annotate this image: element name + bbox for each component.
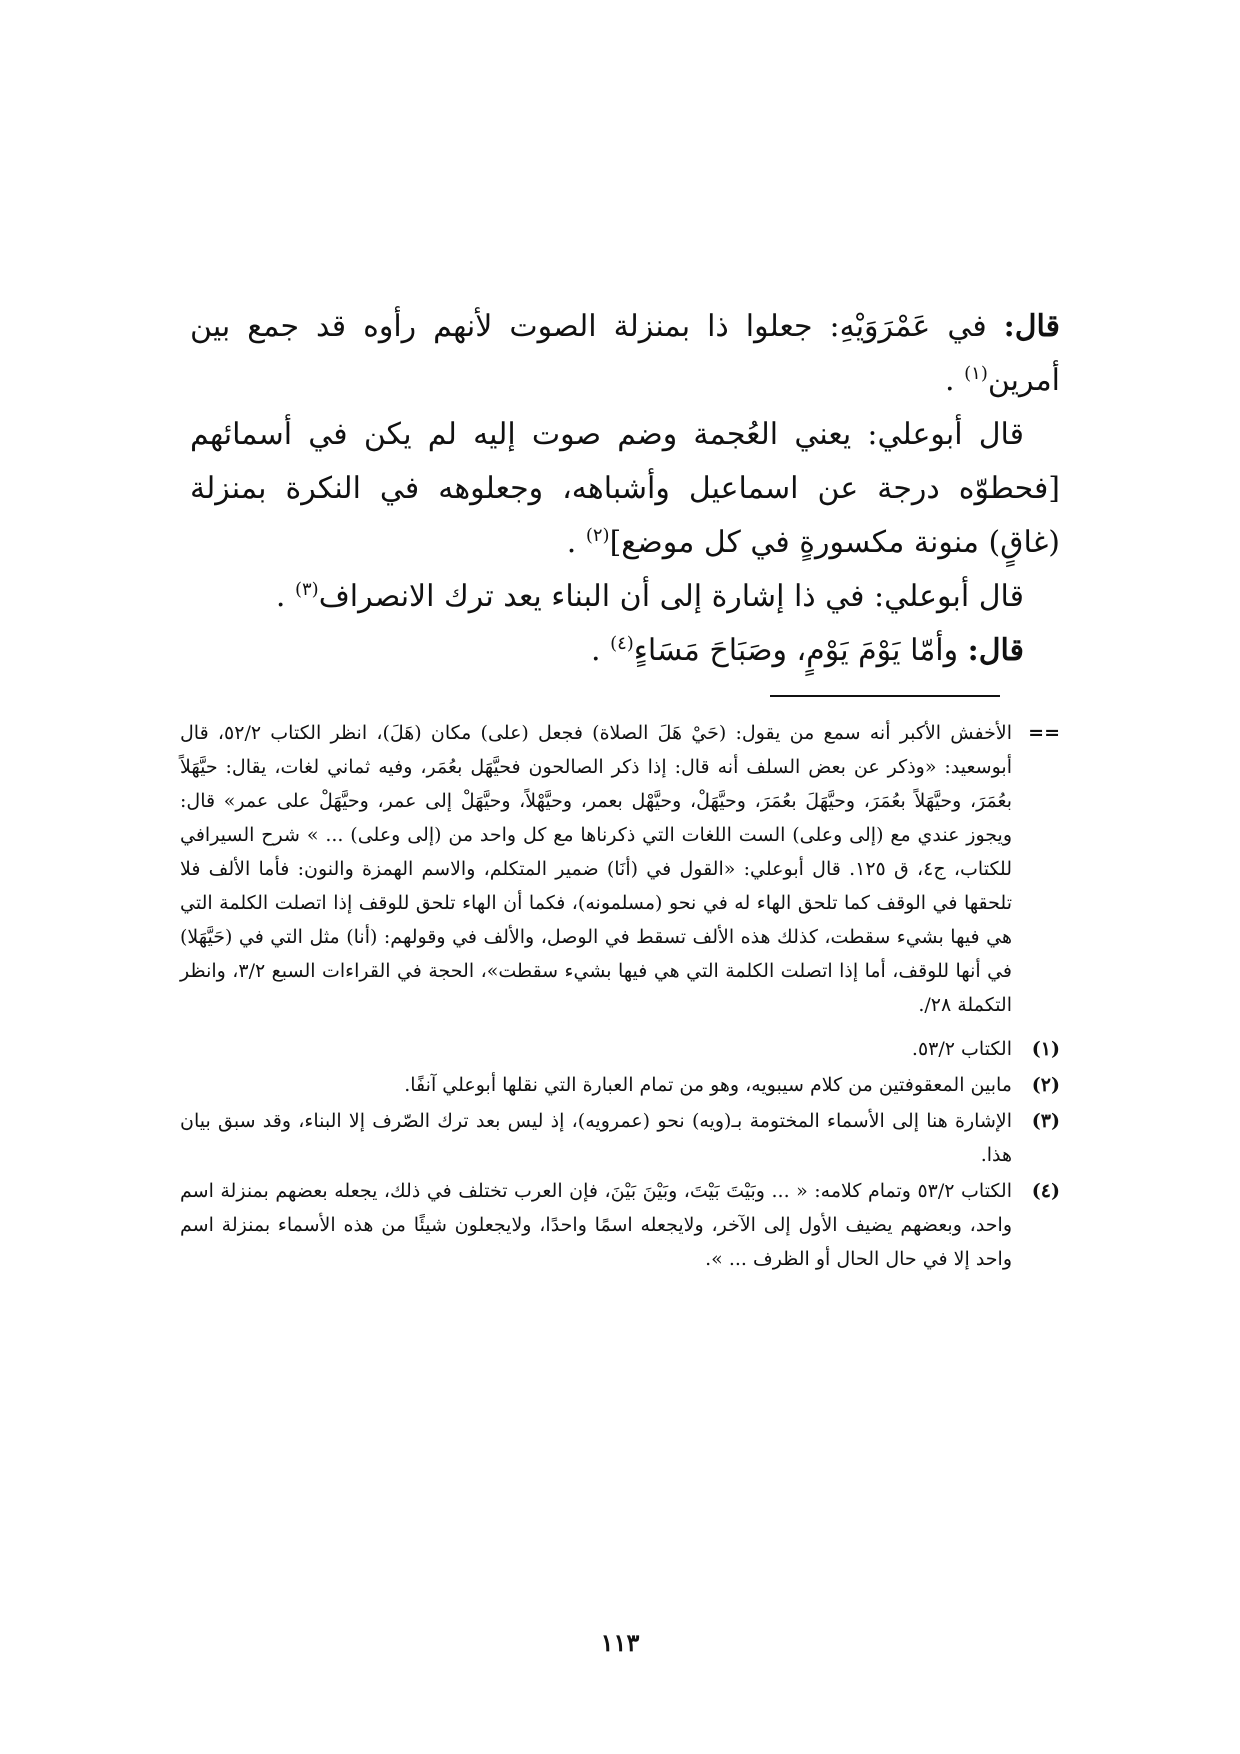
paragraph-4-text: وأمّا يَوْمَ يَوْمٍ، وصَبَاحَ مَسَاءٍ — [633, 633, 968, 668]
footnote-separator — [770, 695, 1000, 697]
footnote-marker: (٢) — [1031, 1074, 1060, 1096]
footnote-ref-3[interactable]: (٣) — [294, 579, 319, 600]
paragraph-1-lead: قال: — [1003, 309, 1060, 344]
paragraph-4-end: . — [590, 633, 611, 668]
footnote-text: الكتاب ٥٣/٢ وتمام كلامه: « ... وبَيْتَ بَيْتَ، وبَيْنَ بَيْنَ، فإن العرب تختلف في ذلك، يجعله بعضهم بمنزلة اسم واحد، وبعضهم يضيف الأول إلى الآخر، ولايجعله اسمًا واحدًا، ولايجعلون شيئًا من هذه الأسماء بمنزلة اسم واحد إلا في حال الحال أو الظرف ... ». — [180, 1180, 1012, 1270]
footnote-ref-4[interactable]: (٤) — [610, 633, 634, 654]
footnote-ref-1[interactable]: (١) — [964, 363, 988, 384]
paragraph-3-end: . — [275, 579, 295, 614]
main-text-block — [190, 300, 1060, 678]
footnote-ref-2[interactable]: (٢) — [585, 525, 610, 546]
footnote-continuation — [180, 716, 1060, 1022]
footnote-item-2 — [180, 1068, 1060, 1102]
paragraph-1 — [190, 300, 1060, 408]
footnote-marker: (١) — [1031, 1038, 1060, 1060]
footnote-text: مابين المعقوفتين من كلام سيبويه، وهو من تمام العبارة التي نقلها أبوعلي آنفًا. — [404, 1074, 1012, 1096]
footnote-item-1 — [180, 1032, 1060, 1066]
footnote-marker: (٤) — [1031, 1180, 1060, 1202]
paragraph-3-text: قال أبوعلي: في ذا إشارة إلى أن البناء يعد ترك الانصراف — [318, 579, 1024, 614]
footnote-marker: (٣) — [1031, 1110, 1060, 1132]
footnote-continuation-text: الأخفش الأكبر أنه سمع من يقول: (حَيْ هَلَ الصلاة) فجعل (على) مكان (هَلَ)، انظر الكتاب ٥٢/٢، قال أبوسعيد: «وذكر عن بعض السلف أنه قال: إذا ذكر الصالحون فحيَّهَل بعُمَر، وفيه ثماني لغات، يقال: حيَّهَلاً بعُمَرَ، وحيَّهَلاً بعُمَرَ، وحيَّهَلَ بعُمَرَ، وحيَّهَلْ، وحيَّهْل بعمر، وحيَّهْلاً، وحيَّهَلْ إلى عمر، وحيَّهَلْ على عمر» قال: ويجوز عندي مع (إلى وعلى) الست اللغات التي ذكرناها مع كل واحد من (إلى وعلى) ... » شرح السيرافي للكتاب، ج٤، ق ١٢٥. قال أبوعلي: «القول في (أنَا) ضمير المتكلم، والاسم الهمزة والنون: فأما الألف فلا تلحقها في الوقف كما تلحق الهاء له في نحو (مسلمونه)، فكما أن الهاء تلحق للوقف إذا اتصلت الكلمة التي هي فيها بشيء سقطت، كذلك هذه الألف تسقط في الوصل، والألف في وقولهم: (أنا) مثل التي في (حَيَّهَلا) في أنها للوقف، أما إذا اتصلت الكلمة التي هي فيها بشيء سقطت»، الحجة في القراءات السبع ٣/٢، وانظر التكملة ٢٨/. — [180, 722, 1013, 1016]
paragraph-2-end: . — [566, 525, 586, 560]
footnote-item-3 — [180, 1104, 1060, 1172]
paragraph-2 — [190, 408, 1060, 570]
paragraph-1-end: . — [945, 363, 965, 398]
footnote-text: الكتاب ٥٣/٢. — [911, 1038, 1012, 1060]
footnotes-block — [180, 716, 1060, 1276]
paragraph-4-lead: قال: — [967, 633, 1024, 668]
paragraph-3 — [190, 570, 1060, 624]
paragraph-4 — [190, 624, 1060, 678]
paragraph-2-text: قال أبوعلي: يعني العُجمة وضم صوت إليه لم يكن في أسمائهم [فحطوّه درجة عن اسماعيل وأشباهه، وجعلوهه في النكرة بمنزلة (غاقٍ) منونة مكسورةٍ في كل موضع] — [190, 417, 1060, 560]
footnote-continuation-marker: == — [1028, 722, 1060, 744]
footnote-item-4 — [180, 1174, 1060, 1276]
paragraph-1-text: في عَمْرَوَيْهِ: جعلوا ذا بمنزلة الصوت لأنهم رأوه قد جمع بين أمرين — [190, 309, 1060, 398]
footnote-text: الإشارة هنا إلى الأسماء المختومة بـ(ويه) نحو (عمرويه)، إذ ليس بعد ترك الصّرف إلا البناء، وقد سبق بيان هذا. — [180, 1110, 1012, 1166]
page-number: ١١٣ — [600, 1628, 640, 1657]
